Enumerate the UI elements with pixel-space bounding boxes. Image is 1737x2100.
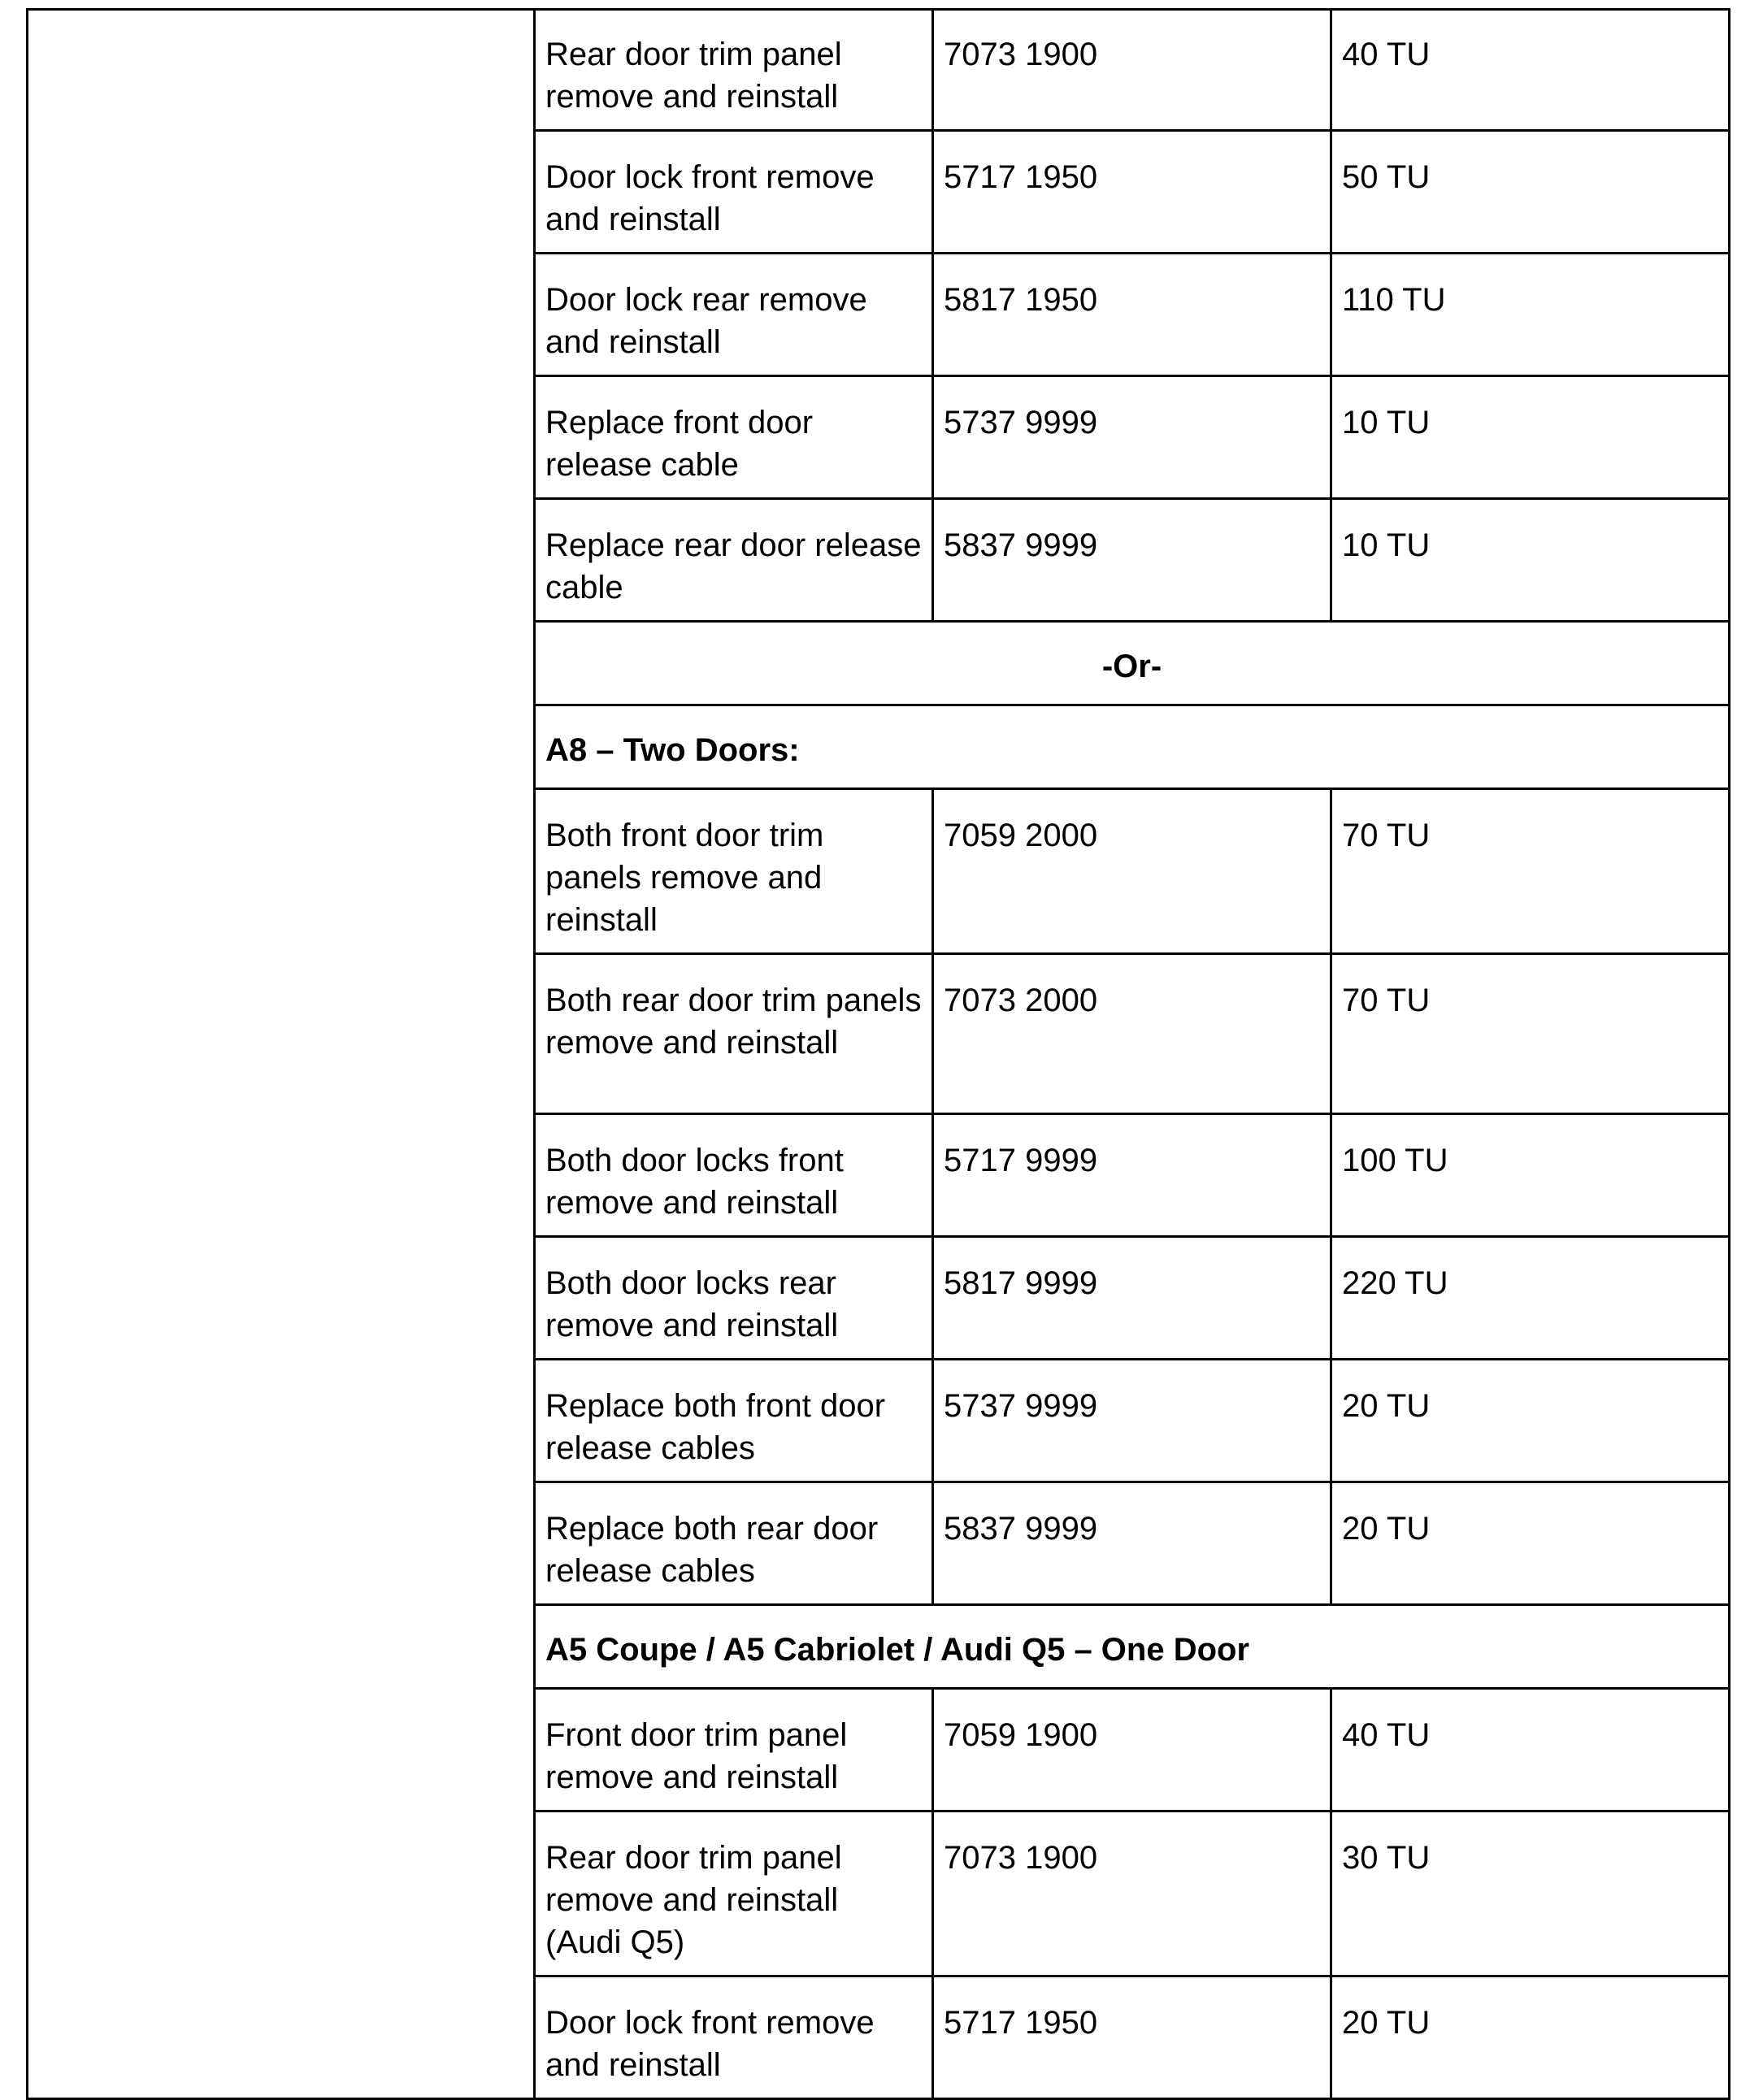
table-row [28, 10, 1730, 131]
time-units: 30 TU [1331, 1811, 1730, 1976]
operation-description: Both front door trim panels remove and reinstall [535, 789, 933, 954]
operation-description: Door lock front remove and reinstall [535, 131, 933, 254]
time-units: 100 TU [1331, 1114, 1730, 1237]
time-units: 40 TU [1331, 10, 1730, 131]
operation-code: 7073 1900 [933, 10, 1331, 131]
section-heading-a5: A5 Coupe / A5 Cabriolet / Audi Q5 – One Door [535, 1605, 1730, 1689]
time-units: 10 TU [1331, 499, 1730, 622]
operation-description: Front door trim panel remove and reinstall [535, 1689, 933, 1811]
operation-code: 7059 1900 [933, 1689, 1331, 1811]
operation-code: 5817 9999 [933, 1237, 1331, 1360]
operation-code: 5837 9999 [933, 499, 1331, 622]
operation-code: 7059 2000 [933, 789, 1331, 954]
operation-description: Door lock rear remove and reinstall [535, 254, 933, 376]
operation-code: 5737 9999 [933, 1360, 1331, 1482]
operation-description: Both door locks rear remove and reinstall [535, 1237, 933, 1360]
operation-code: 5817 1950 [933, 254, 1331, 376]
section-heading-a8: A8 – Two Doors: [535, 705, 1730, 789]
time-units: 110 TU [1331, 254, 1730, 376]
operation-description: Both rear door trim panels remove and reinstall [535, 954, 933, 1114]
labor-operations-table [26, 8, 1730, 2100]
operation-description: Door lock front remove and reinstall [535, 1976, 933, 2099]
operation-description: Rear door trim panel remove and reinstall [535, 10, 933, 131]
operation-description: Rear door trim panel remove and reinstall (Audi Q5) [535, 1811, 933, 1976]
operation-code: 5717 1950 [933, 131, 1331, 254]
time-units: 20 TU [1331, 1360, 1730, 1482]
time-units: 10 TU [1331, 376, 1730, 499]
time-units: 70 TU [1331, 954, 1730, 1114]
operation-description: Replace both rear door release cables [535, 1482, 933, 1605]
time-units: 20 TU [1331, 1482, 1730, 1605]
operation-description: Replace rear door release cable [535, 499, 933, 622]
operation-code: 5837 9999 [933, 1482, 1331, 1605]
time-units: 220 TU [1331, 1237, 1730, 1360]
operation-code: 5717 9999 [933, 1114, 1331, 1237]
time-units: 20 TU [1331, 1976, 1730, 2099]
operation-code: 5737 9999 [933, 376, 1331, 499]
operation-code: 7073 1900 [933, 1811, 1331, 1976]
time-units: 50 TU [1331, 131, 1730, 254]
time-units: 40 TU [1331, 1689, 1730, 1811]
operation-code: 7073 2000 [933, 954, 1331, 1114]
operation-description: Replace both front door release cables [535, 1360, 933, 1482]
operation-description: Both door locks front remove and reinstall [535, 1114, 933, 1237]
operation-description: Replace front door release cable [535, 376, 933, 499]
operation-code: 5717 1950 [933, 1976, 1331, 2099]
empty-left-column [28, 10, 535, 2099]
or-separator: -Or- [535, 622, 1730, 705]
time-units: 70 TU [1331, 789, 1730, 954]
